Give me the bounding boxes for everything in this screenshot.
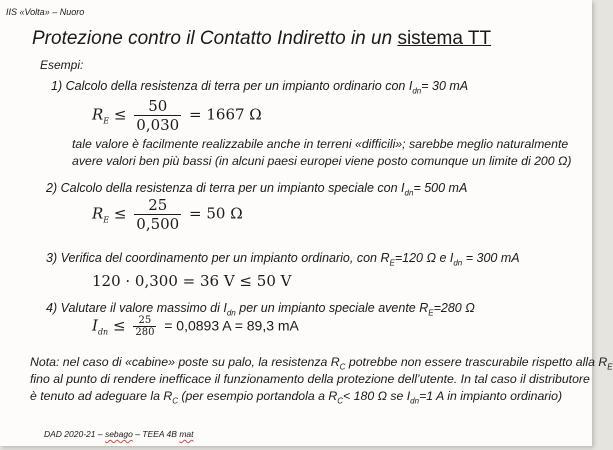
- note-line3: è tenuto ad adeguare la $R_C$ (per esempio portandola a $R_C< 180$ Ω se $I_{dn}=1$ A in impianto ordinario): [30, 389, 563, 406]
- slide-footer: DAD 2020-21 – sebago – TEEA 4B mat: [44, 429, 194, 439]
- note-line1: Nota: nel caso di «cabine» poste su palo, la resistenza $R_C$ potrebbe non essere trascurabile rispetto alla $R_E$: [30, 355, 613, 372]
- example-3-text: 3) Verifica del coordinamento per un impianto ordinario, con $R_E=120$ Ω e $I_{dn} = 300$ mA: [46, 251, 520, 268]
- example-3-formula: 120 · 0,300 = 36 V ≤ 50 V: [92, 272, 292, 290]
- fraction: $\frac{25}{0,500}$: [136, 196, 180, 233]
- note-line2: fino al punto di rendere inefficace il funzionamento della protezione dell’utente. In tal caso il distributore: [30, 372, 590, 386]
- title-text: Protezione contro il Contatto Indiretto in un: [32, 28, 398, 49]
- example-4-text: 4) Valutare il valore massimo di $I_{dn}$ per un impianto speciale avente $R_E=280$ Ω: [46, 301, 475, 318]
- fraction: $\frac{25}{280}$: [135, 315, 155, 338]
- fraction: $\frac{50}{0,030}$: [136, 97, 180, 134]
- example-4-formula: $I_{dn}$ ≤ $\frac{25}{280}$ = 0,0893 A = 89,3 mA: [92, 315, 299, 338]
- example-1-formula: $R_E$ ≤ $\frac{50}{0,030}$ = 1667 Ω: [92, 97, 262, 134]
- examples-label: Esempi:: [40, 58, 84, 72]
- slide-header: IIS «Volta» – Nuoro: [6, 7, 85, 17]
- example-1-text: 1) Calcolo della resistenza di terra per un impianto ordinario con $I_{dn}= 30$ mA: [51, 79, 469, 96]
- slide-title: [32, 28, 491, 50]
- example-2-text: 2) Calcolo della resistenza di terra per un impianto speciale con $I_{dn}= 500$ mA: [46, 181, 468, 198]
- example-1-note-line2: avere valori ben più bassi (in alcuni paesi europei viene posto comunque un limite di 200 Ω): [72, 154, 572, 168]
- title-highlight: sistema TT: [397, 28, 492, 49]
- example-2-formula: $R_E$ ≤ $\frac{25}{0,500}$ = 50 Ω: [92, 196, 243, 233]
- example-1-note-line1: tale valore è facilmente realizzabile anche in terreni «difficili»; sarebbe meglio naturalmente: [72, 137, 569, 151]
